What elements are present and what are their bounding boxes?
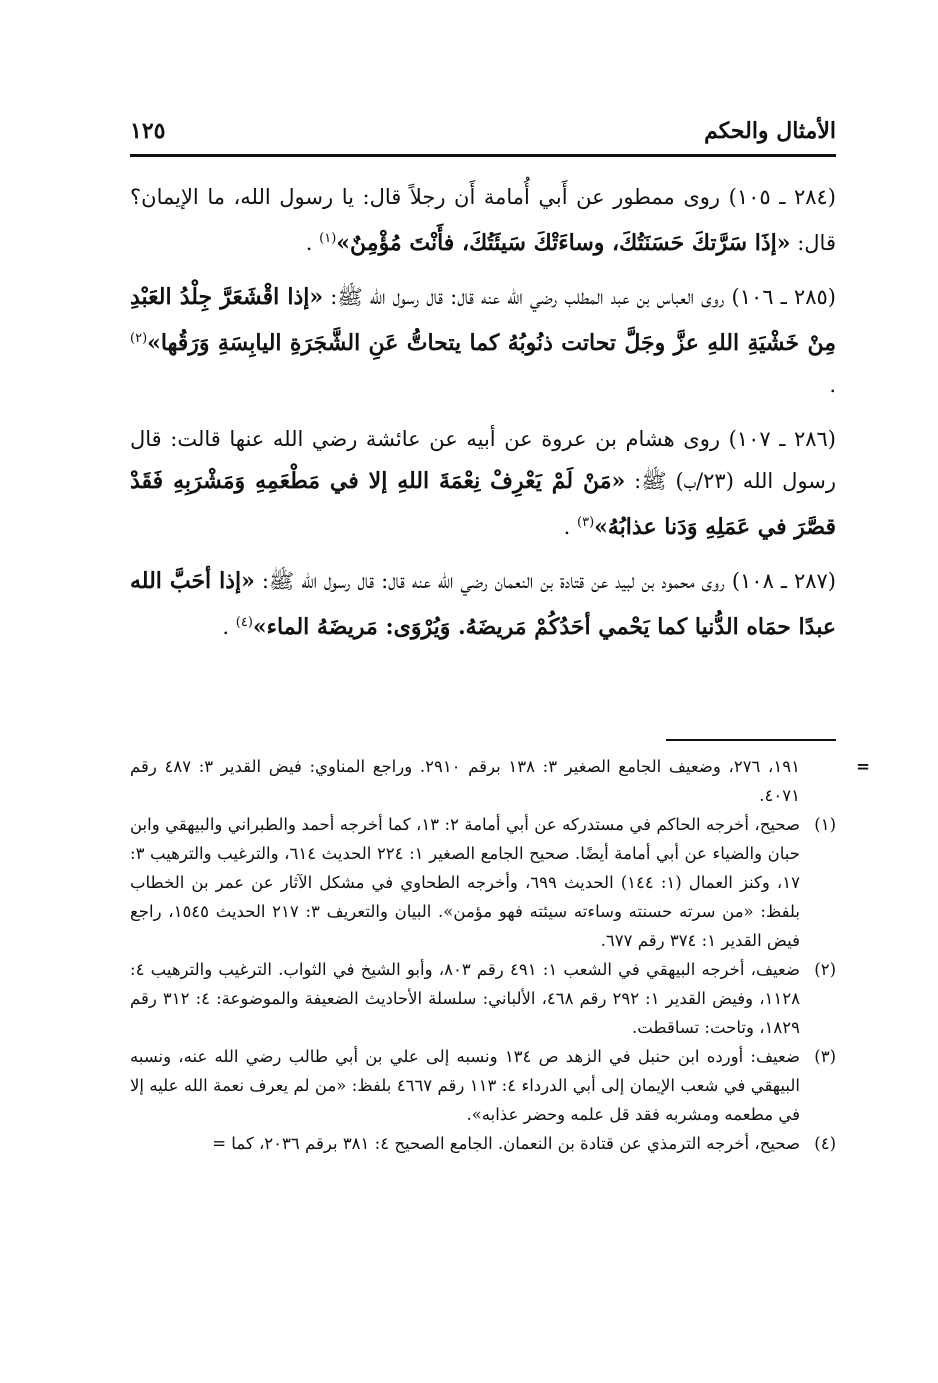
- footnote-text: ١٩١، ٢٧٦، وضعيف الجامع الصغير ٣: ١٣٨ برقم ٢٩١٠. وراجع المناوي: فيض القدير ٣: ٤٨٧ رقم ٤٠٧١.: [130, 757, 800, 805]
- hadith-tail: .: [563, 515, 571, 539]
- footnote-ref: (٣): [577, 515, 595, 530]
- footnote-text: صحيح، أخرجه الترمذي عن قتادة بن النعمان. الجامع الصحيح ٤: ٣٨١ برقم ٢٠٣٦، كما =: [212, 1134, 800, 1153]
- footnote-marker: (٤): [814, 1134, 836, 1153]
- footnote-marker: (٢): [814, 960, 836, 979]
- running-header: [130, 112, 836, 152]
- hadith-intro: روى ممطور عن أَبي أُمامة أَن رجلاً قال: يا رسول الله، ما الإيمان؟ قال:: [130, 185, 836, 255]
- chapter-title: الأمثال والحكم: [704, 118, 836, 144]
- footnote-ref: (٤): [235, 615, 253, 630]
- footnote-separator: [666, 739, 836, 741]
- header-rule: [130, 154, 836, 157]
- hadith-284: [130, 176, 836, 264]
- footnote-2: [130, 955, 836, 1042]
- footnote-continuation: [130, 752, 870, 810]
- continuation-marker: =: [856, 757, 870, 776]
- hadith-tail: .: [305, 231, 313, 255]
- footnote-text: صحيح، أخرجه الحاكم في مستدركه عن أبي أمامة ٢: ١٣، كما أخرجه أحمد والطبراني والبيهقي وابن حبان والضياء عن أبي أمامة أيضًا. صحيح الجامع الصغير ١: ٢٢٤ الحديث ٦١٤، والترغيب والترهيب ٣: ١٧، وكنز العمال (١: ١٤٤) الحديث ٦٩٩، وأخرجه الطحاوي في مشكل الآثار عن عمر بن الخطاب بلفظ: «من سرته حسنته وساءته سيئته فهو مؤمن». البيان والتعريف ٣: ٢١٧ الحديث ١٥٤٥، راجع فيض القدير ١: ٣٧٤ رقم ٦٧٧.: [130, 815, 800, 950]
- main-text: [130, 176, 836, 660]
- footnote-ref: (٢): [130, 331, 148, 346]
- hadith-intro: روى هشام بن عروة عن أبيه عن عائشة رضي الله عنها قالت: قال رسول الله (٢٣/ب) ﷺ:: [130, 427, 837, 493]
- hadith-quote: «إذَا سَرَّتكَ حَسَنَتُكَ، وساءَتْكَ سَيئَتُكَ، فأَنْتَ مُؤْمِنٌ»: [336, 230, 791, 256]
- footnote-text: ضعيف، أخرجه البيهقي في الشعب ١: ٤٩١ رقم ٨٠٣، وأبو الشيخ في الثواب. الترغيب والترهيب ٤: ١١٢٨، وفيض القدير ١: ٢٩٢ رقم ٤٦٨، الألباني: سلسلة الأحاديث الضعيفة والموضوعة: ٤: ٣١٢ رقم ١٨٢٩، وتاحت: تساقطت.: [130, 960, 801, 1037]
- footnote-marker: (١): [814, 815, 836, 834]
- hadith-tail: .: [222, 615, 230, 639]
- hadith-quote: «إذا اقْشَعَرَّ جِلْدُ العَبْدِ مِنْ خَشْيَةِ اللهِ عزَّ وجَلَّ تحاتت ذنُوبُهُ كما يتحاتُّ عَنِ الشَّجَرَةِ اليابِسَةِ وَرَقُها»: [130, 284, 836, 356]
- hadith-number: (٢٨٤ ـ ١٠٥): [728, 185, 836, 209]
- hadith-intro: روى العباس بن عبد المطلب رضي الله عنه قال: قال رسول الله ﷺ:: [330, 285, 725, 309]
- hadith-287: [130, 560, 836, 648]
- footnotes: [130, 752, 870, 1158]
- footnote-ref: (١): [319, 231, 337, 246]
- hadith-286: [130, 418, 836, 548]
- hadith-intro: روى محمود بن لبيد عن قتادة بن النعمان رضي الله عنه قال: قال رسول الله ﷺ:: [261, 569, 725, 593]
- hadith-number: (٢٨٧ ـ ١٠٨): [731, 569, 836, 593]
- footnote-text: ضعيف: أورده ابن حنبل في الزهد ص ١٣٤ ونسبه إلى علي بن أبي طالب رضي الله عنه، ونسبه البيهقي في شعب الإيمان إلى أبي الدرداء ٤: ١١٣ رقم ٤٦٦٧ بلفظ: «من لم يعرف نعمة الله عليه إلا في مطعمه ومشربه فقد قل علمه وحضر عذابه».: [130, 1047, 801, 1124]
- hadith-quote: «إذا أحَبَّ الله عبدًا حمَاه الدُّنيا كما يَحْمي أحَدُكُمْ مَريضَهُ. وَيُرْوَى: مَريضَهُ الماء»: [130, 568, 836, 640]
- hadith-tail: .: [829, 373, 836, 397]
- hadith-number: (٢٨٦ ـ ١٠٧): [728, 427, 836, 451]
- footnote-marker: (٣): [814, 1047, 836, 1066]
- hadith-quote: «مَنْ لَمْ يَعْرِفْ نِعْمَةَ اللهِ إلا في مَطْعَمِهِ وَمَشْرَبِهِ فَقَدْ قصَّرَ في عَمَلِهِ وَدَنا عذابُهُ»: [130, 468, 836, 540]
- hadith-number: (٢٨٥ ـ ١٠٦): [731, 285, 836, 309]
- page-number: ١٢٥: [130, 118, 166, 144]
- footnote-3: [130, 1042, 836, 1129]
- footnote-4: [130, 1129, 836, 1158]
- footnote-1: [130, 810, 836, 955]
- hadith-285: [130, 276, 836, 406]
